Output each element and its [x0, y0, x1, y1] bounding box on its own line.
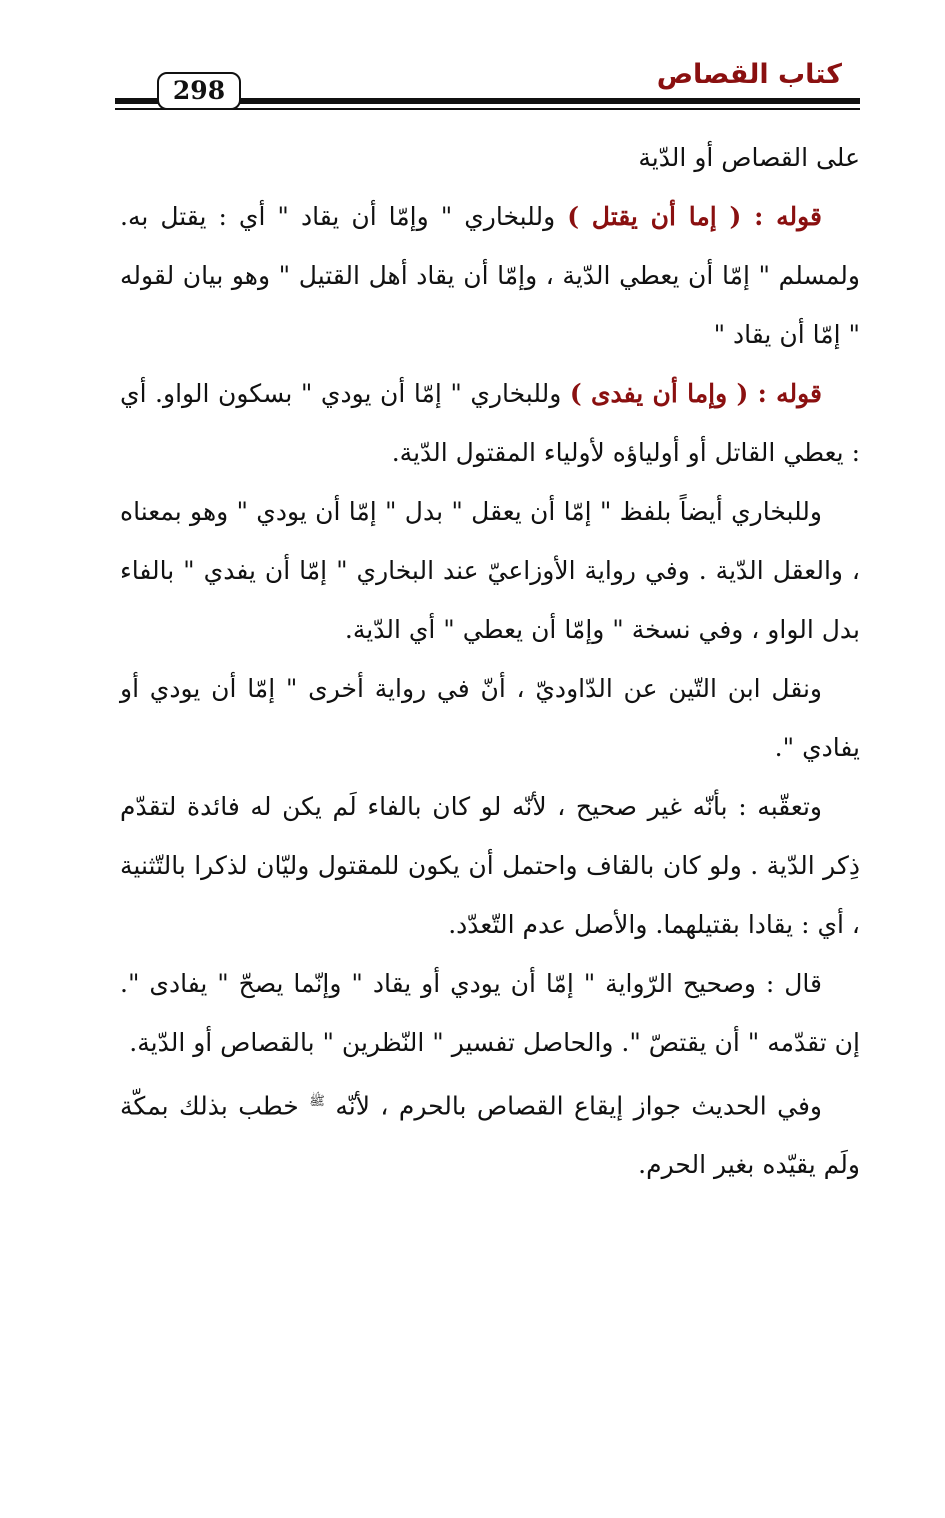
paragraph-1 — [120, 128, 860, 187]
page-header — [115, 58, 860, 114]
book-title: كتاب القصاص — [656, 59, 842, 90]
paragraph-8 — [120, 1072, 860, 1194]
paragraph-3 — [120, 364, 860, 482]
paragraph-text: وللبخاري " إمّا أن يودي " بسكون الواو. أي : يعطي القاتل أو أولياؤه لأولياء المقتول الدّية. — [120, 379, 860, 467]
commentary-keyword: قوله : ( وإما أن يفدى ) — [569, 379, 822, 408]
paragraph-text: وللبخاري " وإمّا أن يقاد " أي : يقتل به. ولمسلم " إمّا أن يعطي الدّية ، وإمّا أن يقاد أهل القتيل " وهو بيان لقوله " إمّا أن يقاد " — [120, 202, 860, 349]
honorific-glyph: ﷺ — [309, 1094, 325, 1109]
page-number: 298 — [157, 72, 241, 110]
paragraph-text: وللبخاري أيضاً بلفظ " إمّا أن يعقل " بدل " إمّا أن يودي " وهو بمعناه ، والعقل الدّية . وفي رواية الأوزاعيّ عند البخاري " إمّا أن يفدي " بالفاء بدل الواو ، وفي نسخة " وإمّا أن يعطي " أي الدّية. — [120, 497, 860, 644]
paragraph-text: خطب بذلك بمكّة ولَم يقيّده بغير الحرم. — [120, 1091, 860, 1180]
paragraph-text: على القصاص أو الدّية — [638, 143, 860, 172]
paragraph-6 — [120, 777, 860, 954]
paragraph-4 — [120, 482, 860, 659]
paragraph-7 — [120, 954, 860, 1072]
paragraph-text: وفي الحديث جواز إيقاع القصاص بالحرم ، لأنّه — [324, 1091, 822, 1121]
commentary-keyword: قوله : ( إما أن يقتل ) — [567, 202, 822, 231]
paragraph-text: ونقل ابن التّين عن الدّاوديّ ، أنّ في رواية أخرى " إمّا أن يودي أو يفادي ". — [120, 674, 860, 762]
page-body — [120, 128, 860, 1194]
paragraph-text: وتعقّبه : بأنّه غير صحيح ، لأنّه لو كان بالفاء لَم يكن له فائدة لتقدّم ذِكر الدّية . ولو كان بالقاف واحتمل أن يكون للمقتول وليّان لذكرا بالتّثنية ، أي : يقادا بقتيلهما. والأصل عدم التّعدّد. — [120, 792, 860, 939]
paragraph-2 — [120, 187, 860, 364]
paragraph-text: قال : وصحيح الرّواية " إمّا أن يودي أو يقاد " وإنّما يصحّ " يفادى ". إن تقدّمه " أن يقتصّ ". والحاصل تفسير " النّظرين " بالقصاص أو الدّية. — [120, 969, 860, 1057]
paragraph-5 — [120, 659, 860, 777]
